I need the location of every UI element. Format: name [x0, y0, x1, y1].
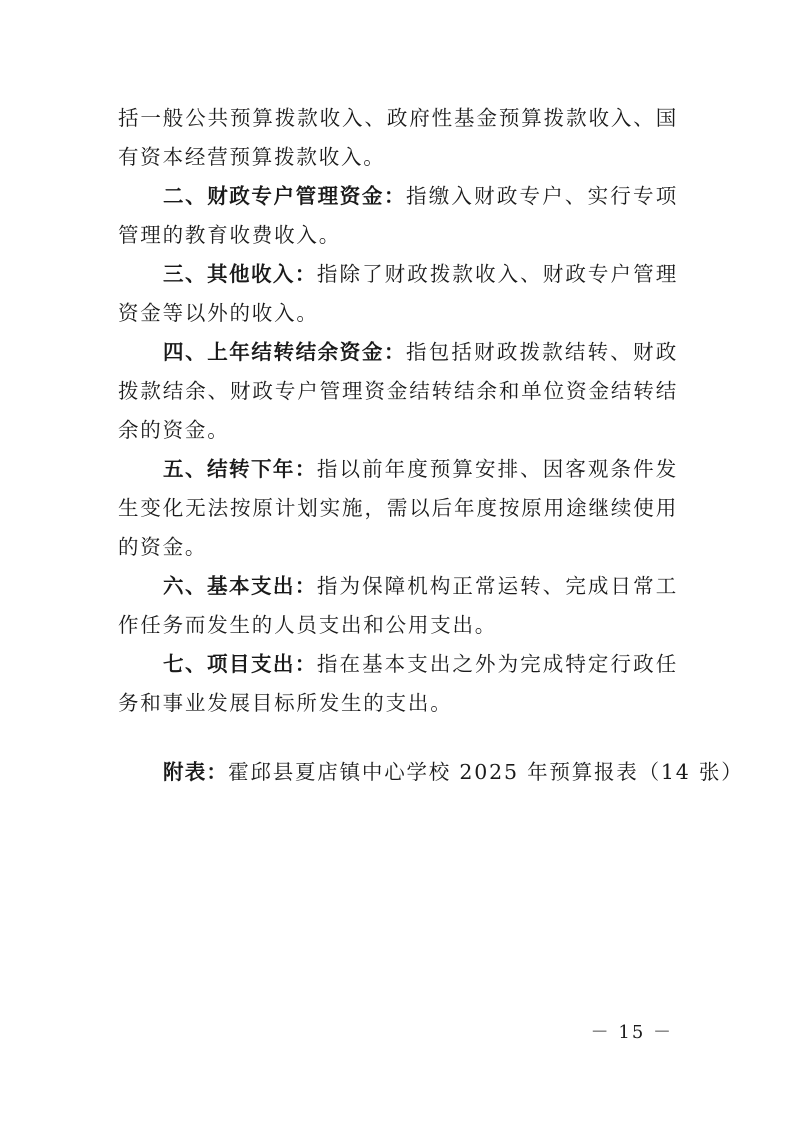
paragraph-carry-to-next-year: [118, 450, 678, 567]
paragraph-text: 括一般公共预算拨款收入、政府性基金预算拨款收入、国有资本经营预算拨款收入。: [118, 106, 678, 169]
document-body: [118, 99, 744, 792]
paragraph-basic-expenditure: [118, 567, 678, 645]
paragraph-prior-year-carryover: [118, 333, 678, 450]
paragraph-text: 指除了财政拨款收入、财政专户管理资金等以外的收入。: [118, 262, 678, 325]
term-heading: 三、其他收入：: [163, 262, 317, 286]
attachment-label: 附表：: [163, 760, 229, 784]
term-heading: 四、上年结转结余资金：: [163, 340, 407, 364]
attachment-text: 霍邱县夏店镇中心学校 2025 年预算报表（14 张）: [228, 760, 744, 784]
term-heading: 五、结转下年：: [163, 457, 317, 481]
term-heading: 七、项目支出：: [163, 652, 317, 676]
paragraph-fiscal-account-funds: [118, 177, 678, 255]
page-number: [0, 1018, 793, 1044]
page-number-text: － 15 －: [590, 1022, 673, 1043]
paragraph-project-expenditure: [118, 645, 678, 723]
term-heading: 二、财政专户管理资金：: [163, 184, 407, 208]
term-heading: 六、基本支出：: [163, 574, 317, 598]
paragraph-text: 指以前年度预算安排、因客观条件发生变化无法按原计划实施，需以后年度按原用途继续使用的资金。: [118, 457, 678, 559]
paragraph-general-budget-continuation: [118, 99, 678, 177]
paragraph-text: 指在基本支出之外为完成特定行政任务和事业发展目标所发生的支出。: [118, 652, 678, 715]
paragraph-text: 指为保障机构正常运转、完成日常工作任务而发生的人员支出和公用支出。: [118, 574, 678, 637]
paragraph-text: 指缴入财政专户、实行专项管理的教育收费收入。: [118, 184, 678, 247]
paragraph-text: 指包括财政拨款结转、财政拨款结余、财政专户管理资金结转结余和单位资金结转结余的资金。: [118, 340, 678, 442]
attachment-note: [118, 753, 744, 792]
paragraph-other-income: [118, 255, 678, 333]
